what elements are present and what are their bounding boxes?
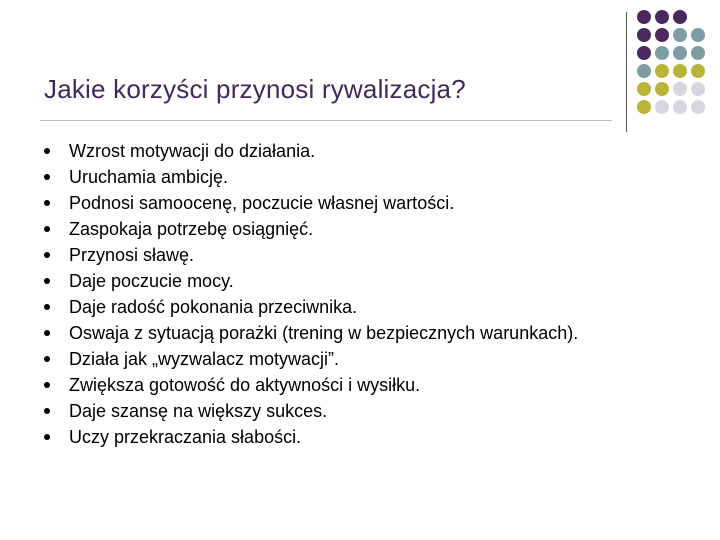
bullet-icon	[44, 434, 50, 440]
decorative-dot-grid	[0, 0, 720, 140]
bullet-icon	[44, 356, 50, 362]
list-item-text: Podnosi samoocenę, poczucie własnej wartości.	[69, 193, 455, 213]
bullet-icon	[44, 148, 50, 154]
bullet-icon	[44, 382, 50, 388]
title-divider	[40, 120, 612, 121]
list-item-text: Oswaja z sytuacją porażki (trening w bezpiecznych warunkach).	[69, 323, 579, 343]
decorative-dot	[673, 10, 687, 24]
decorative-dot	[637, 82, 651, 96]
decorative-dot	[691, 100, 705, 114]
decorative-dot	[673, 100, 687, 114]
decorative-dot	[655, 100, 669, 114]
bullet-icon	[44, 278, 50, 284]
list-item-text: Przynosi sławę.	[69, 245, 195, 265]
bullet-icon	[44, 330, 50, 336]
decorative-dot	[673, 82, 687, 96]
list-item-text: Uruchamia ambicję.	[69, 167, 229, 187]
list-item-text: Wzrost motywacji do działania.	[69, 141, 316, 161]
decorative-dot	[691, 82, 705, 96]
list-item-text: Daje radość pokonania przeciwnika.	[69, 297, 358, 317]
decorative-dot	[691, 64, 705, 78]
decorative-dot	[655, 10, 669, 24]
list-item-text: Zwiększa gotowość do aktywności i wysiłku.	[69, 375, 421, 395]
bullet-icon	[44, 226, 50, 232]
decorative-dot	[637, 28, 651, 42]
decorative-dot	[673, 64, 687, 78]
list-item-text: Uczy przekraczania słabości.	[69, 427, 302, 447]
decorative-dot	[637, 10, 651, 24]
decorative-dot	[637, 64, 651, 78]
bullet-icon	[44, 252, 50, 258]
bullet-icon	[44, 174, 50, 180]
decorative-dot	[655, 28, 669, 42]
bullet-icon	[44, 200, 50, 206]
decorative-dot	[655, 46, 669, 60]
decorative-dot	[673, 28, 687, 42]
decorative-dot	[655, 64, 669, 78]
decorative-dot	[691, 46, 705, 60]
bullet-icon	[44, 304, 50, 310]
list-item-text: Zaspokaja potrzebę osiągnięć.	[69, 219, 314, 239]
decorative-dot	[655, 82, 669, 96]
decorative-dot	[691, 28, 705, 42]
list-item-text: Działa jak „wyzwalacz motywacji”.	[69, 349, 340, 369]
slide-title: Jakie korzyści przynosi rywalizacja?	[44, 74, 466, 104]
decorative-dot	[637, 46, 651, 60]
list-item-text: Daje poczucie mocy.	[69, 271, 234, 291]
decorative-dot	[637, 100, 651, 114]
decorative-dot	[673, 46, 687, 60]
decorative-vertical-line	[626, 12, 627, 132]
list-item-text: Daje szansę na większy sukces.	[69, 401, 328, 421]
bullet-icon	[44, 408, 50, 414]
